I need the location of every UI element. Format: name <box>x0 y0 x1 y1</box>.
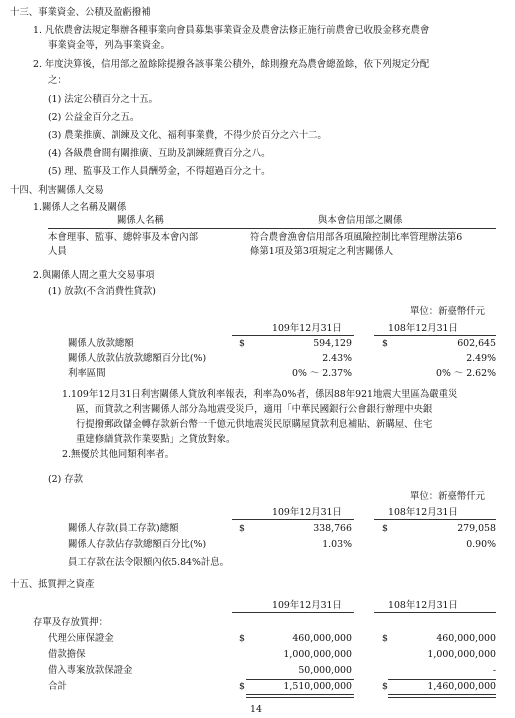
deposits-col-2019-rule <box>374 519 496 520</box>
loans-unit: 單位：新臺幣仟元 <box>410 306 486 317</box>
loans-col-2020: 109年12月31日 <box>272 323 342 334</box>
loans-row-label: 利率區間 <box>68 368 106 379</box>
pledged-subtotal-rule-2019 <box>388 679 496 680</box>
currency-symbol: $ <box>239 338 245 349</box>
pledged-total-label: 合計 <box>48 681 67 692</box>
s13-para1-line1: 1. 凡依農會法規定舉辦各種事業向會員募集事業資金及農會法修正施行前農會已收股金移充農會 <box>33 25 430 36</box>
currency-symbol: $ <box>239 681 245 692</box>
currency-symbol: $ <box>382 681 388 692</box>
rel-col-name-header: 關係人名稱 <box>117 215 164 226</box>
s13-item-3: (3) 農業推廣、訓練及文化、福利事業費，不得少於百分之六十二。 <box>48 130 327 141</box>
s13-para1-line2: 事業資金等，列為事業資金。 <box>48 40 170 51</box>
loans-value-2020: 594,129 <box>313 338 352 349</box>
pledged-col-2019: 108年12月31日 <box>388 600 458 611</box>
s13-item-2: (2) 公益金百分之五。 <box>48 112 140 123</box>
loans-note-line3: 行提撥郵政儲金轉存款新台幣一千億元供地震災民原購屋貸款利息補貼、新購屋、住宅 <box>76 419 433 430</box>
currency-symbol: $ <box>382 338 388 349</box>
deposits-row-label: 關係人存款佔存款總額百分比(%) <box>68 539 207 550</box>
s13-item-5: (5) 理、監事及工作人員酬勞金，不得超過百分之十。 <box>48 166 271 177</box>
pledged-col-2019-rule <box>374 612 496 613</box>
deposits-value-2019: 0.90% <box>466 539 496 550</box>
loans-col-2019-rule <box>374 335 496 336</box>
pledged-value-2019: 1,000,000,000 <box>427 649 496 660</box>
rel-relation-line1: 符合農會漁會信用部各項風險控制比率管理辦法第6 <box>250 232 463 243</box>
pledged-row-label: 借入專案放款保證金 <box>48 665 133 676</box>
pledged-value-2020: 50,000,000 <box>298 665 352 676</box>
loans-title: (1) 放款(不含消費性貸款) <box>48 286 156 297</box>
deposits-note: 員工存款在法令限額內依5.84%計息。 <box>68 557 230 568</box>
deposits-row-label: 關係人存款(員工存款)總額 <box>68 523 179 534</box>
pledged-total-2020: 1,510,000,000 <box>283 681 352 692</box>
pledged-group-label: 存單及存放質押： <box>33 617 109 628</box>
pledged-col-2020: 109年12月31日 <box>272 600 342 611</box>
currency-symbol: $ <box>239 523 245 534</box>
s14-sub2: 2.與關係人間之重大交易事項 <box>33 270 155 281</box>
loans-value-2020: 2.43% <box>322 353 352 364</box>
pledged-total-double-rule-2020 <box>246 694 354 698</box>
loans-note-2: 2.無優於其他同類利率者。 <box>62 449 175 460</box>
deposits-title: (2) 存款 <box>48 474 84 485</box>
pledged-row-label: 借款擔保 <box>48 649 86 660</box>
rel-name-line1: 本會理事、監事、總幹事及本會內部 <box>48 232 199 243</box>
deposits-value-2020: 1.03% <box>322 539 352 550</box>
pledged-total-2019: 1,460,000,000 <box>427 681 496 692</box>
pledged-value-2020: 1,000,000,000 <box>283 649 352 660</box>
loans-row-label: 關係人放款佔放款總額百分比(%) <box>68 353 207 364</box>
pledged-subtotal-rule-2020 <box>246 679 354 680</box>
currency-symbol: $ <box>239 633 245 644</box>
s13-item-1: (1) 法定公積百分之十五。 <box>48 94 159 105</box>
currency-symbol: $ <box>382 633 388 644</box>
rel-col-relation-header: 與本會信用部之關係 <box>318 215 403 226</box>
deposits-col-2020-rule <box>232 519 354 520</box>
loans-note-line1: 1.109年12月31日利害關係人貸放利率報表，利率為0%者，係因88年921地震大里區為嚴重災 <box>62 389 458 400</box>
currency-symbol: $ <box>382 523 388 534</box>
section-13-heading: 十三、事業資金、公積及盈虧撥補 <box>10 7 151 18</box>
section-14-heading: 十四、利害關係人交易 <box>10 185 104 196</box>
pledged-value-2019: - <box>492 665 496 676</box>
loans-col-2019: 108年12月31日 <box>388 323 458 334</box>
s14-sub1: 1.關係人之名稱及關係 <box>33 202 127 213</box>
deposits-value-2019: 279,058 <box>457 523 496 534</box>
pledged-value-2020: 460,000,000 <box>292 633 352 644</box>
pledged-row-label: 代理公庫保證金 <box>48 633 114 644</box>
loans-value-2019: 0% ～ 2.62% <box>436 368 496 379</box>
deposits-unit: 單位：新臺幣仟元 <box>410 491 486 502</box>
pledged-col-2020-rule <box>232 612 354 613</box>
loans-col-2020-rule <box>232 335 354 336</box>
deposits-col-2020: 109年12月31日 <box>272 507 342 518</box>
loans-value-2019: 602,645 <box>457 338 496 349</box>
rel-header-rule <box>48 228 496 229</box>
section-15-heading: 十五、抵質押之資產 <box>10 579 95 590</box>
loans-value-2019: 2.49% <box>466 353 496 364</box>
rel-relation-line2: 條第1項及第3項規定之利害關係人 <box>250 246 394 257</box>
deposits-value-2020: 338,766 <box>313 523 352 534</box>
loans-note-line4: 重建修繕貸款作業要點」之貸放對象。 <box>76 434 236 445</box>
deposits-col-2019: 108年12月31日 <box>388 507 458 518</box>
page-number: 14 <box>250 704 262 715</box>
s13-item-4: (4) 各級農會間有關推廣、互助及訓練經費百分之八。 <box>48 148 271 159</box>
pledged-total-double-rule-2019 <box>388 694 496 698</box>
s13-para2-line1: 2. 年度決算後，信用部之盈餘除提撥各該事業公積外，餘則撥充為農會總盈餘，依下列規定分配 <box>33 59 430 70</box>
rel-name-line2: 人員 <box>48 246 67 257</box>
loans-row-label: 關係人放款總額 <box>68 338 134 349</box>
pledged-value-2019: 460,000,000 <box>436 633 496 644</box>
loans-note-line2: 區，而貸款之利害關係人部分為地震受災戶，適用「中華民國銀行公會銀行辦理中央銀 <box>76 404 433 415</box>
loans-value-2020: 0% ～ 2.37% <box>292 368 352 379</box>
s13-para2-line2: 之： <box>48 75 67 86</box>
